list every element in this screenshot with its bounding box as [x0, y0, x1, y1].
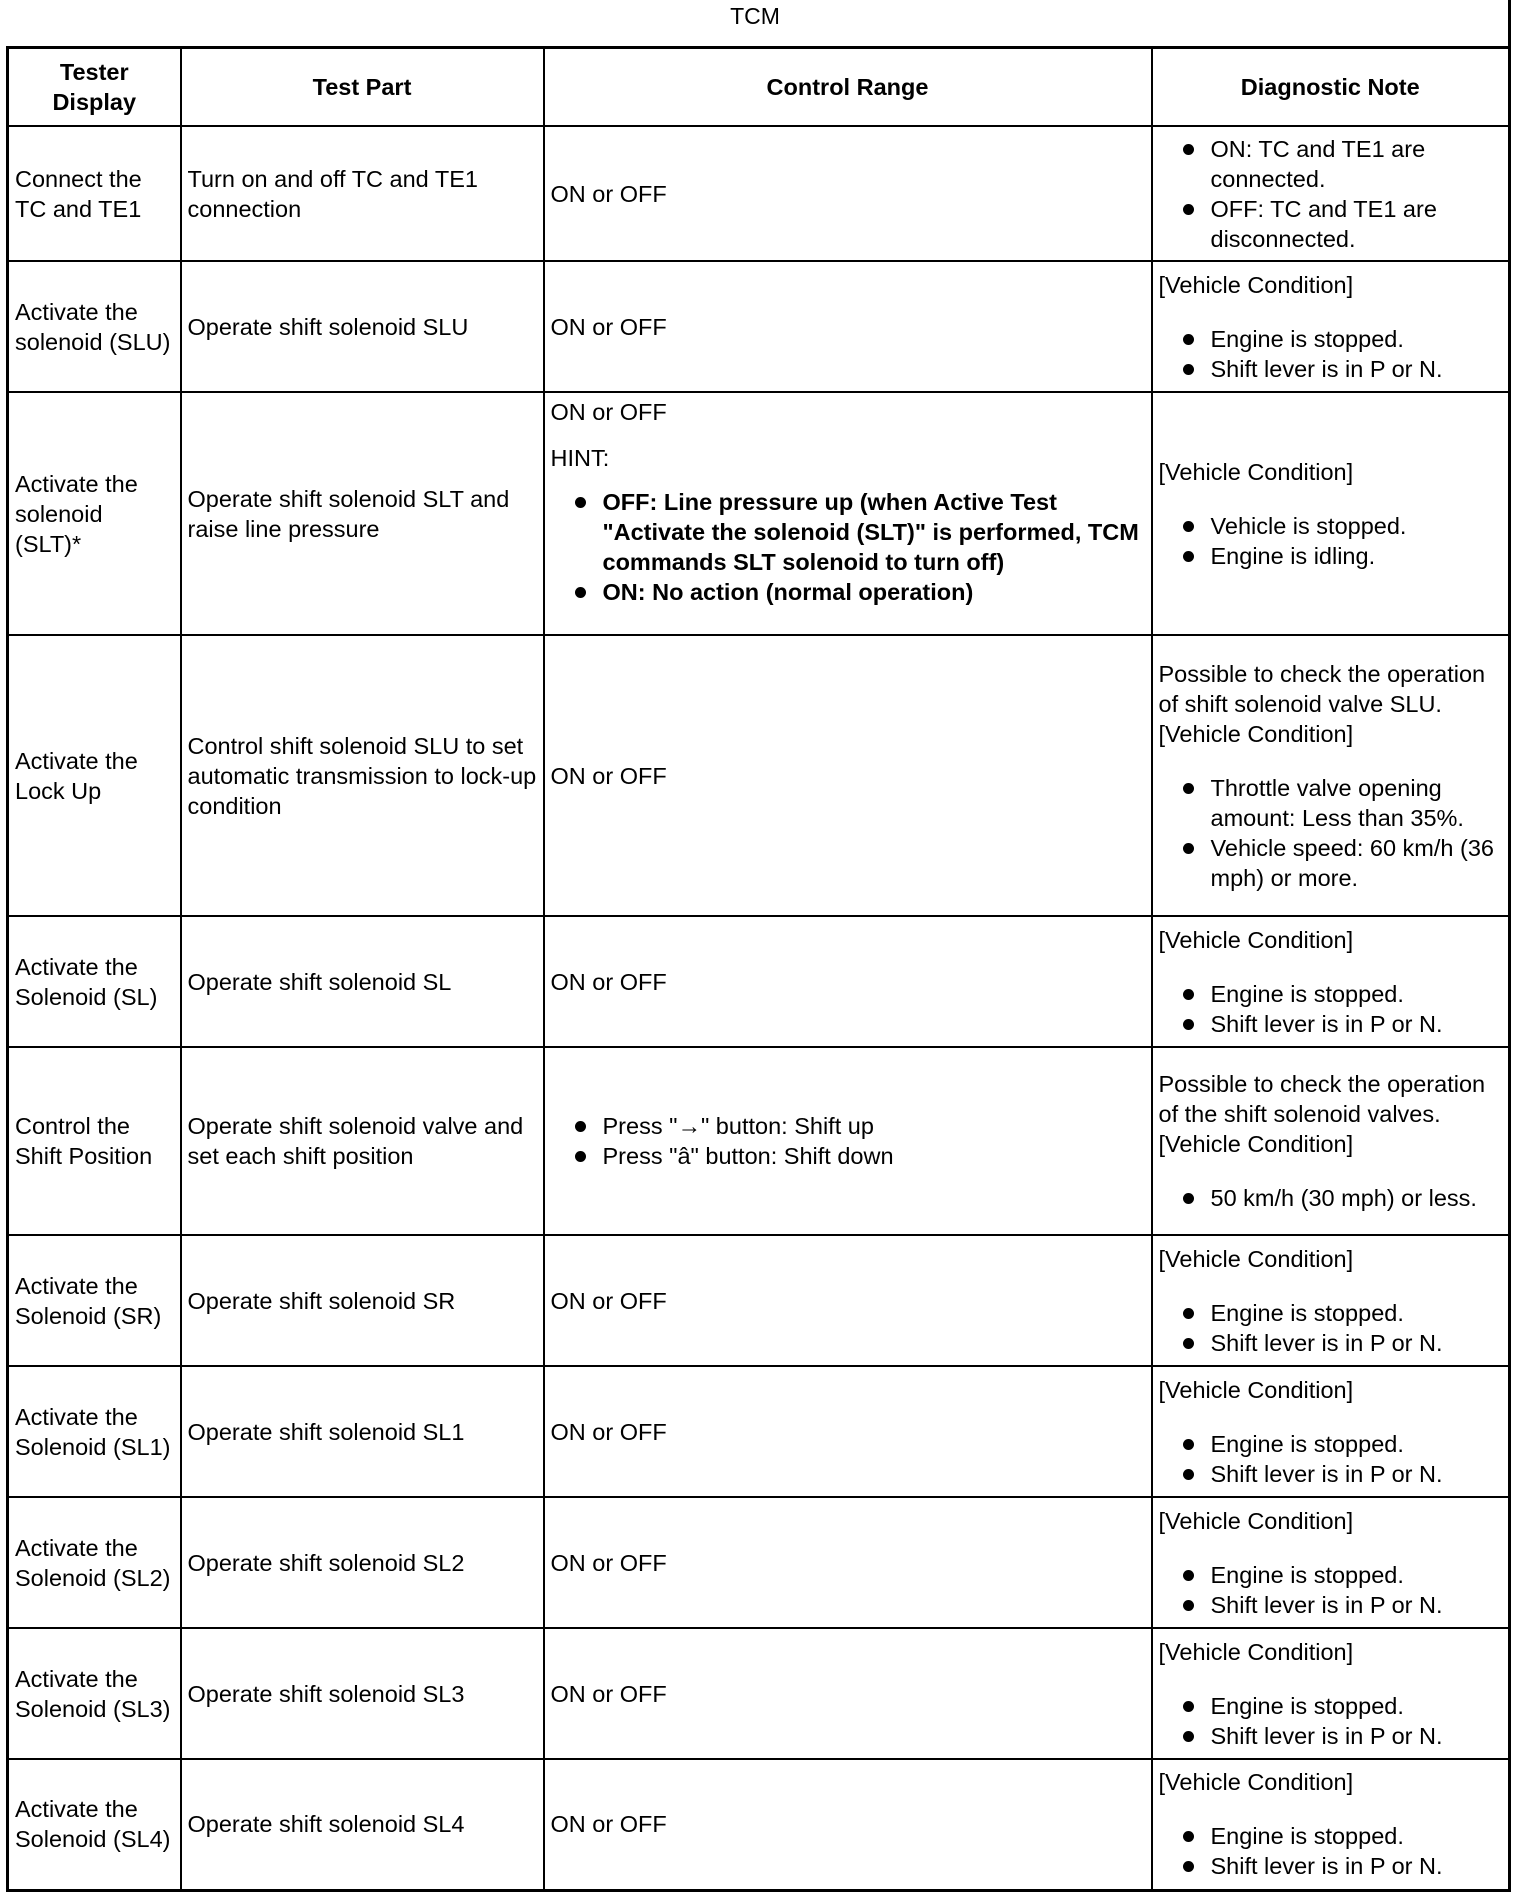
note-list	[1159, 134, 1503, 254]
note-intro: Possible to check the operation of the shift solenoid valves.	[1158, 1071, 1486, 1127]
cell-test-part: Operate shift solenoid SL2	[181, 1497, 544, 1628]
cell-control-range: ON or OFF	[544, 261, 1152, 392]
list-item: Engine is stopped.	[1159, 324, 1503, 354]
cell-control-range: ON or OFF	[544, 1497, 1152, 1628]
cell-tester-display: Activate the Solenoid (SL2)	[8, 1497, 181, 1628]
list-item: Shift lever is in P or N.	[1159, 1851, 1503, 1881]
cell-tester-display: Activate the Solenoid (SL4)	[8, 1759, 181, 1890]
cell-diagnostic-note	[1152, 1366, 1510, 1497]
cell-tester-display: Connect the TC and TE1	[8, 126, 181, 261]
control-range-list	[551, 1111, 1145, 1171]
table-row	[8, 1497, 1510, 1628]
header-diagnostic-note: Diagnostic Note	[1152, 48, 1510, 127]
table-row	[8, 1047, 1510, 1235]
note-condition: [Vehicle Condition]	[1158, 1131, 1354, 1157]
note-list	[1159, 1560, 1503, 1620]
note-list	[1159, 1691, 1503, 1751]
cell-test-part: Control shift solenoid SLU to set automatic transmission to lock-up condition	[181, 635, 544, 916]
page-title: TCM	[730, 3, 780, 29]
list-item: Vehicle is stopped.	[1159, 511, 1503, 541]
page-edge-rule	[1508, 0, 1511, 46]
note-condition: [Vehicle Condition]	[1158, 1638, 1354, 1665]
list-item: Shift lever is in P or N.	[1159, 1459, 1503, 1489]
list-item: ON: TC and TE1 are connected.	[1159, 134, 1503, 194]
cell-diagnostic-note	[1152, 1628, 1510, 1759]
note-condition: [Vehicle Condition]	[1158, 720, 1354, 747]
cell-diagnostic-note	[1152, 1497, 1510, 1628]
hint-label: HINT:	[550, 445, 610, 471]
table-row	[8, 635, 1510, 916]
list-item: OFF: TC and TE1 are disconnected.	[1159, 194, 1503, 254]
cell-test-part: Turn on and off TC and TE1 connection	[181, 126, 544, 261]
table-header-row	[8, 48, 1510, 127]
cell-tester-display: Control the Shift Position	[8, 1047, 181, 1235]
list-item: Shift lever is in P or N.	[1159, 354, 1503, 384]
note-list	[1159, 511, 1503, 571]
note-list	[1159, 1821, 1503, 1881]
note-condition: [Vehicle Condition]	[1158, 1245, 1354, 1272]
header-test-part: Test Part	[181, 48, 544, 127]
cell-diagnostic-note	[1152, 916, 1510, 1047]
list-item: Throttle valve opening amount: Less than 35%.	[1159, 773, 1503, 833]
cell-diagnostic-note	[1152, 1235, 1510, 1366]
note-list	[1159, 979, 1503, 1039]
table-row	[8, 126, 1510, 261]
list-item: OFF: Line pressure up (when Active Test "Activate the solenoid (SLT)" is performed, TCM commands SLT solenoid to turn off)	[551, 487, 1145, 577]
cell-control-range: ON or OFF	[544, 126, 1152, 261]
cell-control-range	[544, 1047, 1152, 1235]
list-item: Shift lever is in P or N.	[1159, 1590, 1503, 1620]
cell-tester-display: Activate the solenoid (SLT)*	[8, 392, 181, 635]
cell-diagnostic-note	[1152, 1759, 1510, 1890]
cell-diagnostic-note	[1152, 635, 1510, 916]
cell-tester-display: Activate the Solenoid (SL3)	[8, 1628, 181, 1759]
hint-list	[551, 487, 1145, 607]
list-item: Engine is stopped.	[1159, 979, 1503, 1009]
table-row	[8, 261, 1510, 392]
note-list	[1159, 1183, 1503, 1213]
tcm-active-test-table	[6, 46, 1511, 1892]
cell-test-part: Operate shift solenoid SL	[181, 916, 544, 1047]
note-condition: [Vehicle Condition]	[1158, 271, 1354, 298]
table-row	[8, 1235, 1510, 1366]
note-list	[1159, 773, 1503, 893]
cell-diagnostic-note	[1152, 392, 1510, 635]
list-item: Engine is idling.	[1159, 541, 1503, 571]
note-condition: [Vehicle Condition]	[1158, 458, 1354, 485]
header-tester-display: Tester Display	[8, 48, 181, 127]
cell-test-part: Operate shift solenoid SL3	[181, 1628, 544, 1759]
cell-test-part: Operate shift solenoid SLU	[181, 261, 544, 392]
list-item: Shift lever is in P or N.	[1159, 1721, 1503, 1751]
cell-diagnostic-note	[1152, 261, 1510, 392]
list-item: 50 km/h (30 mph) or less.	[1159, 1183, 1503, 1213]
list-item: Engine is stopped.	[1159, 1560, 1503, 1590]
note-list	[1159, 1298, 1503, 1358]
cell-test-part: Operate shift solenoid SL1	[181, 1366, 544, 1497]
list-item: Shift lever is in P or N.	[1159, 1328, 1503, 1358]
table-row	[8, 1759, 1510, 1890]
list-item: Engine is stopped.	[1159, 1691, 1503, 1721]
cell-tester-display: Activate the Solenoid (SR)	[8, 1235, 181, 1366]
note-condition: [Vehicle Condition]	[1158, 1769, 1354, 1796]
table-row	[8, 392, 1510, 635]
cell-diagnostic-note	[1152, 126, 1510, 261]
cell-control-range: ON or OFF	[544, 1235, 1152, 1366]
table-row	[8, 916, 1510, 1047]
cell-control-range: ON or OFF	[544, 1366, 1152, 1497]
cell-tester-display: Activate the Solenoid (SL)	[8, 916, 181, 1047]
cell-control-range	[544, 392, 1152, 635]
note-intro: Possible to check the operation of shift solenoid valve SLU.	[1158, 660, 1486, 717]
note-condition: [Vehicle Condition]	[1158, 1507, 1354, 1534]
note-list	[1159, 324, 1503, 384]
cell-tester-display: Activate the Solenoid (SL1)	[8, 1366, 181, 1497]
table-row	[8, 1628, 1510, 1759]
note-list	[1159, 1429, 1503, 1489]
cell-test-part: Operate shift solenoid SR	[181, 1235, 544, 1366]
list-item: Engine is stopped.	[1159, 1429, 1503, 1459]
cell-control-range: ON or OFF	[544, 635, 1152, 916]
note-condition: [Vehicle Condition]	[1158, 926, 1354, 953]
list-item: Engine is stopped.	[1159, 1821, 1503, 1851]
list-item: Vehicle speed: 60 km/h (36 mph) or more.	[1159, 833, 1503, 893]
cell-tester-display: Activate the solenoid (SLU)	[8, 261, 181, 392]
list-item: Shift lever is in P or N.	[1159, 1009, 1503, 1039]
cell-test-part: Operate shift solenoid SL4	[181, 1759, 544, 1890]
list-item: Press "→" button: Shift up	[551, 1111, 1145, 1141]
cell-test-part: Operate shift solenoid SLT and raise line pressure	[181, 392, 544, 635]
list-item: Engine is stopped.	[1159, 1298, 1503, 1328]
table-row	[8, 1366, 1510, 1497]
list-item: ON: No action (normal operation)	[551, 577, 1145, 607]
cell-control-range: ON or OFF	[544, 1759, 1152, 1890]
header-control-range: Control Range	[544, 48, 1152, 127]
cell-control-range: ON or OFF	[544, 1628, 1152, 1759]
control-range-value: ON or OFF	[550, 399, 667, 425]
cell-diagnostic-note	[1152, 1047, 1510, 1235]
note-condition: [Vehicle Condition]	[1158, 1376, 1354, 1403]
cell-tester-display: Activate the Lock Up	[8, 635, 181, 916]
cell-control-range: ON or OFF	[544, 916, 1152, 1047]
cell-test-part: Operate shift solenoid valve and set each shift position	[181, 1047, 544, 1235]
list-item: Press "â" button: Shift down	[551, 1141, 1145, 1171]
